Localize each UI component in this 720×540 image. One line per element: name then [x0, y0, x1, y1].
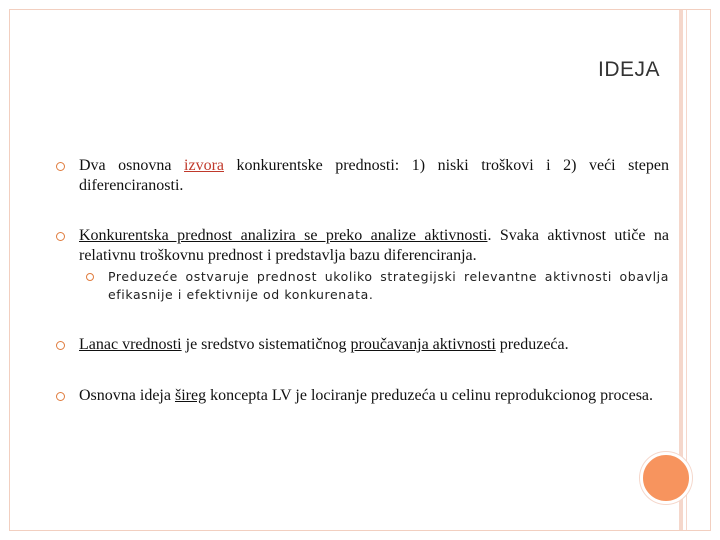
underlined-text: Lanac vrednosti — [79, 336, 182, 353]
sub-bullet-icon — [86, 273, 94, 281]
bullet-text — [79, 156, 669, 196]
bullet-text — [79, 226, 669, 266]
text-run: koncepta LV je lociranje preduzeća u celinu reprodukcionog procesa. — [206, 387, 654, 404]
bullet-icon — [56, 162, 65, 171]
decorative-circle — [640, 452, 692, 504]
text-run: . Svaka aktivnost utiče na relativnu troškovnu prednost i predstavlja bazu diferenciranja. — [79, 227, 670, 264]
text-run: Dva osnovna — [79, 157, 185, 174]
bullet-text — [79, 386, 669, 406]
bullet-icon — [56, 341, 65, 350]
text-run: Preduzeće ostvaruje prednost ukoliko strategijski relevantne aktivnosti obavlja efikasnije i efektivnije od konkurenata. — [108, 269, 669, 302]
underlined-text: Konkurentska prednost analizira se preko analize aktivnosti — [79, 227, 488, 244]
bullet-icon — [56, 232, 65, 241]
bullet-icon — [56, 392, 65, 401]
text-run: je sredstvo sistematičnog — [181, 336, 351, 353]
sub-bullet-text — [108, 268, 669, 304]
underlined-text: proučavanja aktivnosti — [350, 336, 496, 353]
bullet-text — [79, 335, 669, 355]
highlight-text: izvora — [184, 157, 224, 174]
text-run: konkurentske prednosti: 1) niski troškovi i 2) veći stepen diferenciranosti. — [79, 157, 669, 194]
text-run: preduzeća. — [495, 336, 569, 353]
underlined-text: šireg — [174, 387, 207, 404]
slide-title: IDEJA — [597, 58, 660, 81]
text-run: Osnovna ideja — [79, 387, 175, 404]
